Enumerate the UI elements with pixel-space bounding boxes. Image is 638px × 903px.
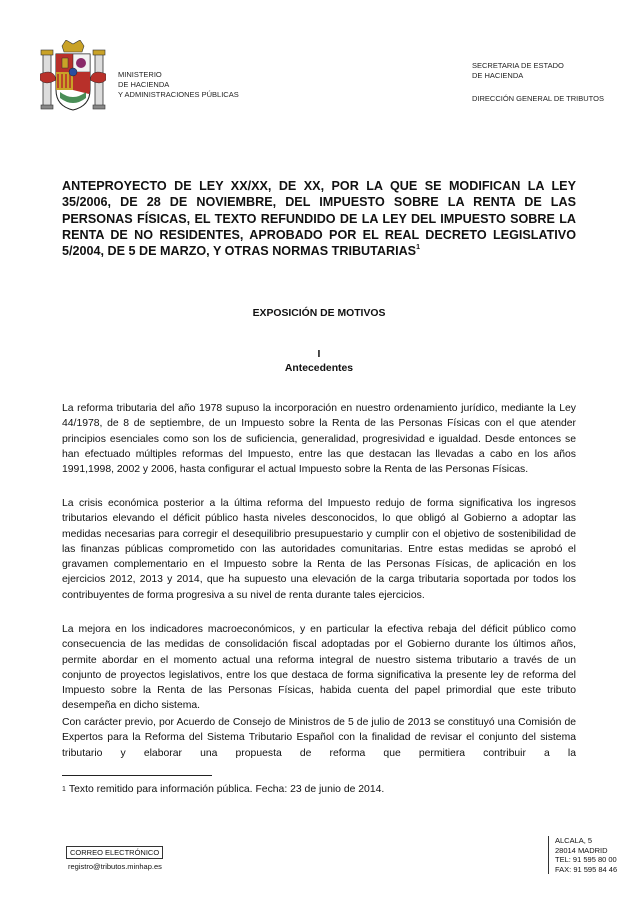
body-paragraph: La mejora en los indicadores macroeconómicos, y en particular la efectiva rebaja del déficit público como consecuencia de las medidas de consolidación fiscal adoptadas por el Gobierno durante los últimos años, permite abordar en el momento actual una reforma integral de nuestro sistema tributario a través de un conjunto de proyectos legislativos, entre los que destaca de forma significativa la presente ley de reforma del Impuesto sobre la Renta de las Personas Físicas, habida cuenta del papel primordial que este tributo desempeña en dicho sistema. <box>62 624 576 712</box>
coat-of-arms-icon <box>40 40 106 116</box>
ministry-line: MINISTERIO <box>118 70 162 79</box>
body-paragraph: La crisis económica posterior a la última reforma del Impuesto redujo de forma significativa los ingresos tributarios elevando el déficit público hasta niveles desconocidos, lo que obligó al Gobierno a adoptar las medidas necesarias para corregir el desequilibrio presupuestario y cumplir con el objetivo de sostenibilidad de las finanzas públicas comprometido con las autoridades comunitarias. Entre estas medidas se aprobó el gravamen complementario en el Impuesto sobre la Renta de las Personas Físicas, de aplicación en los ejercicios 2012, 2013 y 2014, que ha supuesto una elevación de la carga tributaria soportada por todos los contribuyentes de forma progresiva a su nivel de renta durante tales ejercicios. <box>62 498 576 601</box>
subsection-number: I <box>317 349 321 360</box>
ministry-line: DE HACIENDA <box>118 80 170 89</box>
ministry-line: Y ADMINISTRACIONES PÚBLICAS <box>118 90 239 99</box>
address-line: ALCALA, 5 <box>555 836 593 845</box>
email-label: CORREO ELECTRÓNICO <box>66 846 163 859</box>
subsection-title: Antecedentes <box>284 363 354 374</box>
footnote <box>62 783 576 797</box>
secretaria-name <box>472 61 632 81</box>
secretaria-line: SECRETARIA DE ESTADO <box>472 61 564 70</box>
footnote-text: Texto remitido para información pública. Fecha: 23 de junio de 2014. <box>68 784 385 795</box>
address-block <box>548 836 635 874</box>
section-heading: EXPOSICIÓN DE MOTIVOS <box>252 308 386 319</box>
document-title <box>62 178 576 259</box>
footnote-mark: 1 <box>62 786 66 793</box>
title-footnote-mark: 1 <box>416 244 420 252</box>
body-paragraph: Con carácter previo, por Acuerdo de Consejo de Ministros de 5 de julio de 2013 se constituyó una Comisión de Expertos para la Reforma del Sistema Tributario Español con la finalidad de revisar el conjunto del sistema tributario y elaborar una propuesta de reforma que permitiera contribuir a la <box>62 717 576 759</box>
secretaria-line: DE HACIENDA <box>472 71 524 80</box>
title-text: ANTEPROYECTO DE LEY XX/XX, DE XX, POR LA QUE SE MODIFICAN LA LEY 35/2006, DE 28 DE NOVIEMBRE, DEL IMPUESTO SOBRE LA RENTA DE LAS PERSONAS FÍSICAS, EL TEXTO REFUNDIDO DE LA LEY DEL IMPUESTO SOBRE LA RENTA DE NO RESIDENTES, APROBADO POR EL REAL DECRETO LEGISLATIVO 5/2004, DE 5 DE MARZO, Y OTRAS NORMAS TRIBUTARIAS <box>62 179 576 259</box>
address-line: 28014 MADRID <box>555 845 608 855</box>
address-line: FAX: 91 595 84 46 <box>555 864 618 874</box>
ministry-name <box>118 70 278 100</box>
address-line: TEL: 91 595 80 00 <box>555 855 617 864</box>
body-paragraph: La reforma tributaria del año 1978 supuso la incorporación en nuestro ordenamiento jurídico, mediante la Ley 44/1978, de 8 de septiembre, de un Impuesto sobre la Renta de las Personas Físicas con el que atender principios esenciales como son los de suficiencia, generalidad, progresividad e igualdad. Desde entonces se han efectuado múltiples reformas del Impuesto, entre las que destacan las llevadas a cabo en los años 1991,1998, 2002 y 2006, hasta configurar el actual Impuesto sobre la Renta de las Personas Físicas. <box>62 403 576 476</box>
footnote-divider <box>62 775 212 776</box>
direccion-name: DIRECCIÓN GENERAL DE TRIBUTOS <box>472 94 604 103</box>
email-address[interactable]: registro@tributos.minhap.es <box>68 862 162 871</box>
